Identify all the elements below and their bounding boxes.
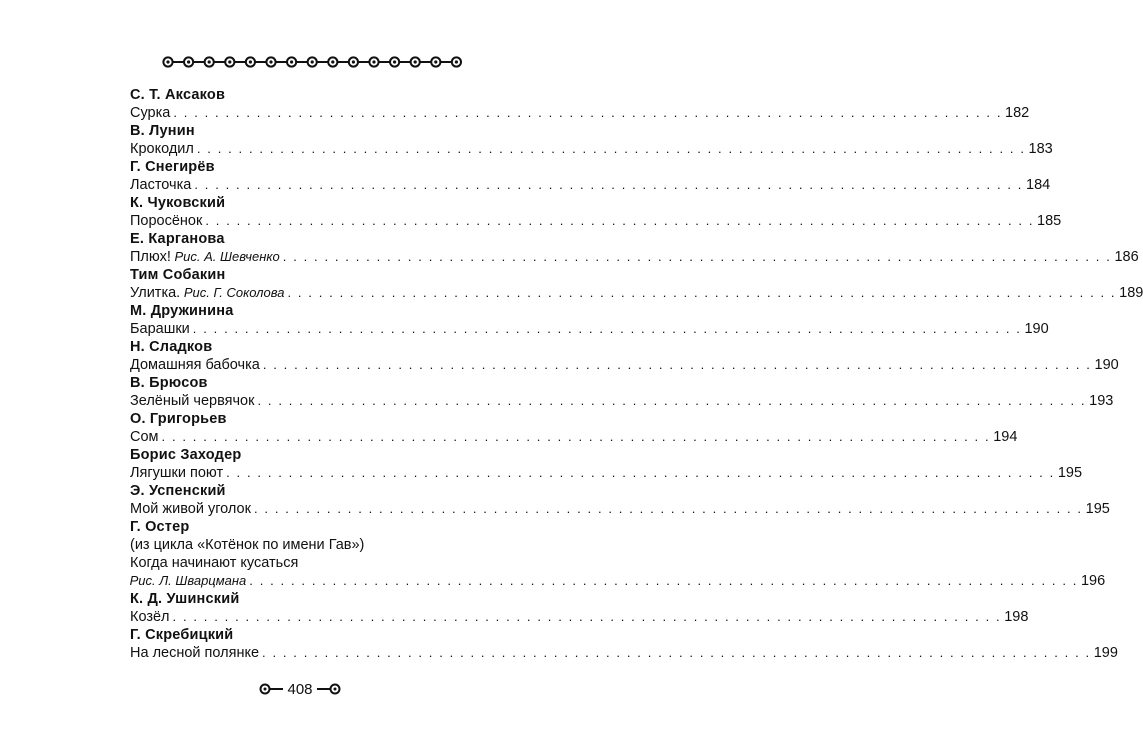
toc-author: Э. Успенский xyxy=(130,483,226,499)
footer-ornament-right xyxy=(317,683,341,695)
toc-entry xyxy=(130,212,1062,230)
toc-leader-dots: . . . . . . . . . . . . . . . . . . . . . . . . . . . . . . . . . . . . . . . . . . . . . . . . . . . . . . . . . . . . . . . . . . . . . . . . . . . . . . . . xyxy=(194,177,1024,192)
ornament-dot xyxy=(414,60,417,63)
toc-leader-dots: . . . . . . . . . . . . . . . . . . . . . . . . . . . . . . . . . . . . . . . . . . . . . . . . . . . . . . . . . . . . . . . . . . . . . . . . . . . . . . . . xyxy=(173,105,1003,120)
toc-entry-page: 195 xyxy=(1085,501,1110,517)
toc-author: Е. Карганова xyxy=(130,231,225,247)
ornament-dot xyxy=(249,60,252,63)
toc-entry-illustrator: Рис. Л. Шварцмана xyxy=(129,573,247,588)
toc-entry-page: 185 xyxy=(1037,213,1062,229)
ornament-dot xyxy=(434,60,437,63)
toc-entry xyxy=(130,176,1051,194)
toc-author: Тим Собакин xyxy=(130,267,226,283)
toc-entry-title: Зелёный червячок xyxy=(130,393,255,409)
toc-entry xyxy=(129,572,1106,590)
toc-leader-dots: . . . . . . . . . . . . . . . . . . . . . . . . . . . . . . . . . . . . . . . . . . . . . . . . . . . . . . . . . . . . . . . . . . . . . . . . . . . . . . . . xyxy=(161,429,991,444)
toc-author: О. Григорьев xyxy=(130,411,227,427)
ornament-dot xyxy=(228,60,231,63)
toc-entry-page: 196 xyxy=(1080,573,1106,589)
table-of-contents xyxy=(129,86,1143,662)
toc-entry-title: На лесной полянке xyxy=(130,645,260,661)
toc-author: М. Дружинина xyxy=(130,303,234,319)
toc-entry xyxy=(130,428,1018,446)
toc-entry-page: 190 xyxy=(1024,321,1049,337)
ornament-dot xyxy=(455,60,458,63)
toc-entry-page: 189 xyxy=(1119,285,1143,301)
toc-author: Н. Сладков xyxy=(130,339,213,355)
toc-entry-title: Козёл xyxy=(130,609,170,625)
footer-ornament-left xyxy=(259,683,283,695)
toc-entry-page: 186 xyxy=(1114,249,1139,265)
toc-leader-dots: . . . . . . . . . . . . . . . . . . . . . . . . . . . . . . . . . . . . . . . . . . . . . . . . . . . . . . . . . . . . . . . . . . . . . . . . . . . . . . . . xyxy=(249,573,1078,588)
toc-leader-dots: . . . . . . . . . . . . . . . . . . . . . . . . . . . . . . . . . . . . . . . . . . . . . . . . . . . . . . . . . . . . . . . . . . . . . . . . . . . . . . . . xyxy=(226,465,1055,480)
toc-author: Борис Заходер xyxy=(130,447,242,463)
toc-entry xyxy=(130,644,1118,662)
toc-leader-dots: . . . . . . . . . . . . . . . . . . . . . . . . . . . . . . . . . . . . . . . . . . . . . . . . . . . . . . . . . . . . . . . . . . . . . . . . . . . . . . . . xyxy=(262,645,1091,660)
toc-author: С. Т. Аксаков xyxy=(130,87,226,103)
toc-entry-page: 190 xyxy=(1094,357,1119,373)
toc-author: Г. Снегирёв xyxy=(130,159,215,175)
toc-author: Г. Скребицкий xyxy=(130,627,234,643)
toc-entry xyxy=(130,392,1114,410)
toc-entry-page: 183 xyxy=(1028,141,1053,157)
toc-entry-page: 199 xyxy=(1093,645,1118,661)
toc-leader-dots: . . . . . . . . . . . . . . . . . . . . . . . . . . . . . . . . . . . . . . . . . . . . . . . . . . . . . . . . . . . . . . . . . . . . . . . . . . . . . . . . xyxy=(257,393,1087,408)
toc-entry xyxy=(130,140,1053,158)
toc-entry-page: 182 xyxy=(1005,105,1030,121)
toc-entry xyxy=(130,284,1143,302)
toc-entry xyxy=(130,356,1119,374)
toc-note: (из цикла «Котёнок по имени Гав») xyxy=(130,537,365,553)
ornament-dot xyxy=(311,60,314,63)
toc-leader-dots: . . . . . . . . . . . . . . . . . . . . . . . . . . . . . . . . . . . . . . . . . . . . . . . . . . . . . . . . . . . . . . . . . . . . . . . . . . . . . . . . xyxy=(192,321,1022,336)
ornament-dot xyxy=(187,60,190,63)
toc-entry-title: Сурка xyxy=(130,105,171,121)
ornament-dot xyxy=(290,60,293,63)
ornament-dot xyxy=(166,60,169,63)
toc-entry-title: Мой живой уголок xyxy=(130,501,251,517)
toc-entry-title: Крокодил xyxy=(130,141,194,157)
toc-entry-title: Улитка. xyxy=(130,285,181,301)
toc-entry xyxy=(130,500,1110,518)
toc-entry xyxy=(130,248,1139,266)
toc-note: Когда начинают кусаться xyxy=(130,555,299,571)
toc-author: В. Брюсов xyxy=(130,375,208,391)
toc-entry-illustrator: Рис. Г. Соколова xyxy=(183,285,285,300)
toc-leader-dots: . . . . . . . . . . . . . . . . . . . . . . . . . . . . . . . . . . . . . . . . . . . . . . . . . . . . . . . . . . . . . . . . . . . . . . . . . . . . . . . . xyxy=(262,357,1092,372)
page-number: 408 xyxy=(287,680,313,698)
toc-leader-dots: . . . . . . . . . . . . . . . . . . . . . . . . . . . . . . . . . . . . . . . . . . . . . . . . . . . . . . . . . . . . . . . . . . . . . . . . . . . . . . . . xyxy=(172,609,1002,624)
ornament-dot xyxy=(352,60,355,63)
toc-author: К. Чуковский xyxy=(130,195,226,211)
toc-author: К. Д. Ушинский xyxy=(130,591,240,607)
toc-entry-page: 195 xyxy=(1057,465,1083,481)
toc-entry-title: Лягушки поют xyxy=(130,465,224,481)
toc-leader-dots: . . . . . . . . . . . . . . . . . . . . . . . . . . . . . . . . . . . . . . . . . . . . . . . . . . . . . . . . . . . . . . . . . . . . . . . . . . . . . . . . xyxy=(253,501,1083,516)
toc-entry xyxy=(130,608,1029,626)
ornament-dot xyxy=(269,60,272,63)
ornament-dot xyxy=(208,60,211,63)
toc-entry-title: Сом xyxy=(130,429,159,445)
toc-leader-dots: . . . . . . . . . . . . . . . . . . . . . . . . . . . . . . . . . . . . . . . . . . . . . . . . . . . . . . . . . . . . . . . . . . . . . . . . . . . . . . . . xyxy=(282,249,1112,264)
toc-entry-title: Поросёнок xyxy=(130,213,203,229)
toc-entry-title: Барашки xyxy=(130,321,190,337)
toc-entry-page: 198 xyxy=(1004,609,1029,625)
toc-entry-title: Плюх! xyxy=(130,249,171,265)
toc-entry-page: 184 xyxy=(1026,177,1051,193)
toc-entry-page: 193 xyxy=(1089,393,1114,409)
toc-leader-dots: . . . . . . . . . . . . . . . . . . . . . . . . . . . . . . . . . . . . . . . . . . . . . . . . . . . . . . . . . . . . . . . . . . . . . . . . . . . . . . . . xyxy=(196,141,1026,156)
toc-entry-title: Ласточка xyxy=(130,177,192,193)
toc-author: Г. Остер xyxy=(130,519,190,535)
toc-entry xyxy=(130,320,1049,338)
ornament-dot xyxy=(331,60,334,63)
toc-entry xyxy=(130,104,1030,122)
ornament-dot xyxy=(393,60,396,63)
toc-author: В. Лунин xyxy=(130,123,195,139)
toc-entry-illustrator: Рис. А. Шевченко xyxy=(174,249,280,264)
toc-leader-dots: . . . . . . . . . . . . . . . . . . . . . . . . . . . . . . . . . . . . . . . . . . . . . . . . . . . . . . . . . . . . . . . . . . . . . . . . . . . . . . . . xyxy=(205,213,1035,228)
toc-entry-page: 194 xyxy=(993,429,1018,445)
page-footer xyxy=(0,678,600,700)
toc-entry-title: Домашняя бабочка xyxy=(130,357,260,373)
toc-leader-dots: . . . . . . . . . . . . . . . . . . . . . . . . . . . . . . . . . . . . . . . . . . . . . . . . . . . . . . . . . . . . . . . . . . . . . . . . . . . . . . . . xyxy=(287,285,1117,300)
toc-entry xyxy=(130,464,1083,482)
ornament-dot xyxy=(372,60,375,63)
top-ornament xyxy=(160,52,465,72)
